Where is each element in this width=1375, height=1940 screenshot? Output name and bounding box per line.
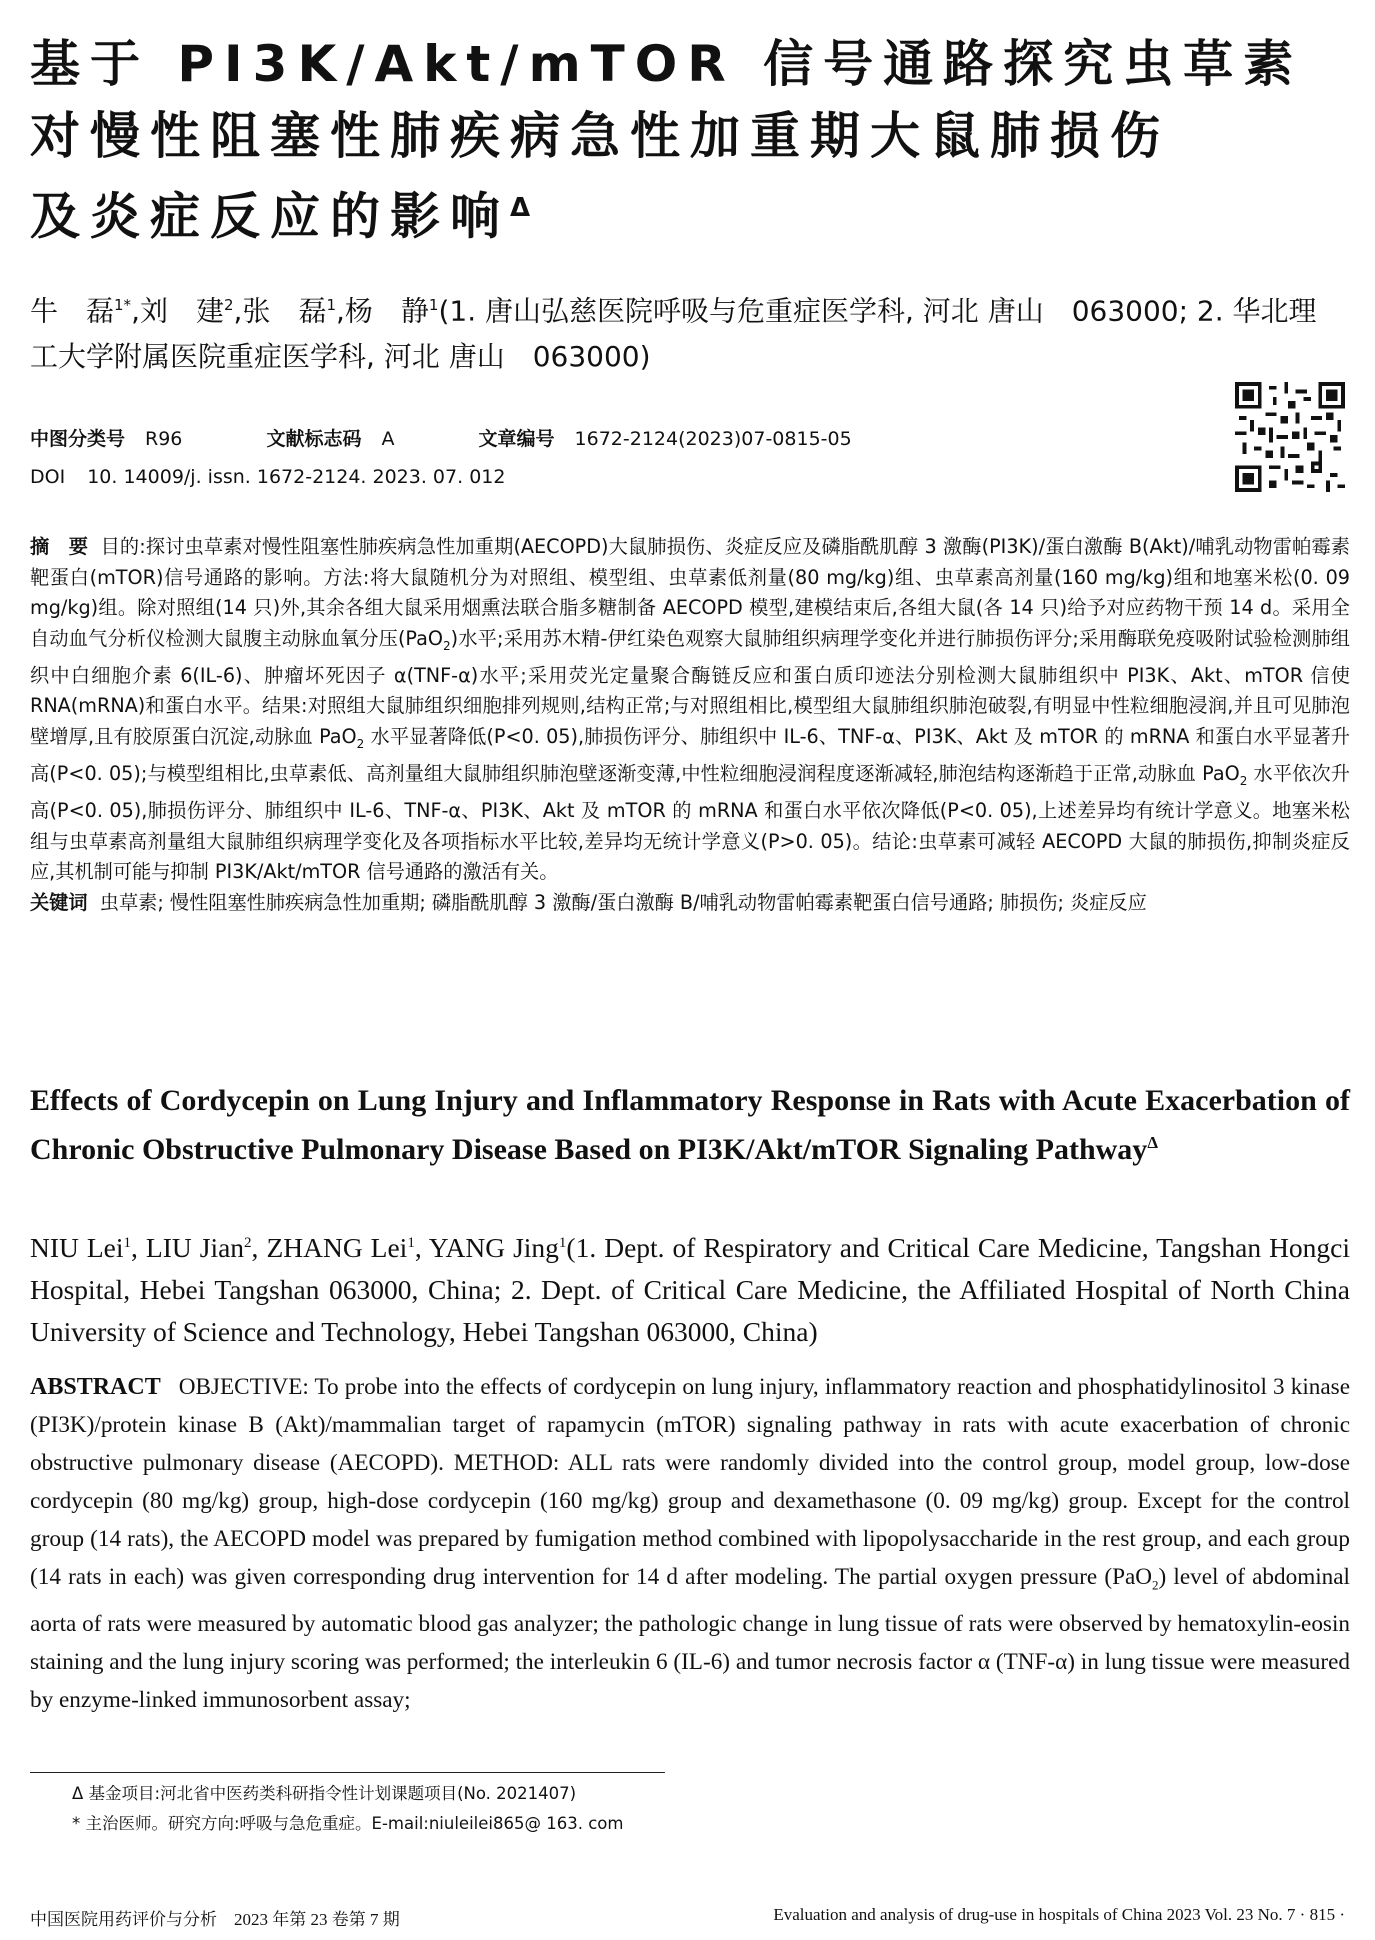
cn-abstract-body: 摘 要 目的:探讨虫草素对慢性阻塞性肺疾病急性加重期(AECOPD)大鼠肺损伤、炎症反应及磷脂酰肌醇 3 激酶(PI3K)/蛋白激酶 B(Akt)/哺乳动物雷帕霉素靶蛋白(mTOR)信号通路的影响。方法:将大鼠随机分为对照组、模型组、虫草素低剂量(80 mg/kg)组、虫草素高剂量(160 mg/kg)组和地塞米松(0. 09 mg/kg)组。除对照组(14 只)外,其余各组大鼠采用烟熏法联合脂多糖制备 AECOPD 模型,建模结束后,各组大鼠(各 14 只)给予对应药物干预 14 d。采用全自动血气分析仪检测大鼠腹主动脉血氧分压(PaO$_2$)水平;采用苏木精-伊红染色观察大鼠肺组织病理学变化并进行肺损伤评分;采用酶联免疫吸附试验检测肺组织中白细胞介素 6(IL-6)、肿瘤坏死因子 α(TNF-α)水平;采用荧光定量聚合酶链反应和蛋白质印迹法分别检测大鼠肺组织中 PI3K、Akt、mTOR 信使 RNA(mRNA)和蛋白水平。结果:对照组大鼠肺组织细胞排列规则,结构正常;与对照组相比,模型组大鼠肺组织肺泡破裂,有明显中性粒细胞浸润,并且可见肺泡壁增厚,且有胶原蛋白沉淀,动脉血 PaO$_2$ 水平显著降低(P<0. 05),肺损伤评分、肺组织中 IL-6、TNF-α、PI3K、Akt 及 mTOR 的 mRNA 和蛋白水平显著升高(P<0. 05);与模型组相比,虫草素低、高剂量组大鼠肺组织肺泡壁逐渐变薄,中性粒细胞浸润程度逐渐减轻,肺泡结构逐渐趋于正常,动脉血 PaO$_2$ 水平依次升高(P<0. 05),肺损伤评分、肺组织中 IL-6、TNF-α、PI3K、Akt 及 mTOR 的 mRNA 和蛋白水平依次降低(P<0. 05),上述差异均有统计学意义。地塞米松组与虫草素高剂量组大鼠肺组织病理学变化及各项指标水平比较,差异均无统计学意义(P>0. 05)。结论:虫草素可减轻 AECOPD 大鼠的肺损伤,抑制炎症反应,其机制可能与抑制 PI3K/Akt/mTOR 信号通路的激活有关。 — [30, 535, 1350, 884]
en-abstract: ABSTRACT OBJECTIVE: To probe into the effects of cordycepin on lung injury, inflammatory reaction and phosphatidylinositol 3 kinase (PI3K)/protein kinase B (Akt)/mammalian target of rapamycin (mTOR) signaling pathway in rats with acute exacerbation of chronic obstructive pulmonary disease (AECOPD). METHOD: ALL rats were randomly divided into the control group, model group, low-dose cordycepin (80 mg/kg) group, high-dose cordycepin (160 mg/kg) group and dexamethasone (0. 09 mg/kg) group. Except for the control group (14 rats), the AECOPD model was prepared by fumigation method combined with lipopolysaccharide in the rest group, and each group (14 rats in each) was given corresponding drug intervention for 14 d after modeling. The partial oxygen pressure (PaO$_2$) level of abdominal aorta of rats were measured by automatic blood gas analyzer; the pathologic change in lung tissue of rats were observed by hematoxylin-eosin staining and the lung injury scoring was performed; the interleukin 6 (IL-6) and tumor necrosis factor α (TNF-α) in lung tissue were measured by enzyme-linked immunosorbent assay; — [30, 1374, 1350, 1713]
cn-author: 刘 建 — [139, 294, 224, 328]
en-title-fund-mark: Δ — [1147, 1133, 1158, 1152]
cn-keywords: 关键词 虫草素; 慢性阻塞性肺疾病急性加重期; 磷脂酰肌醇 3 激酶/蛋白激酶 B/哺乳动物雷帕霉素靶蛋白信号通路; 肺损伤; 炎症反应 — [30, 890, 1147, 914]
cn-authors: 牛 磊$^{1*}$,刘 建$^2$,张 磊$^1$,杨 静$^1$(1. 唐山弘慈医院呼吸与危重症医学科, 河北 唐山 063000; 2. 华北理 工大学附属医院重症医学科, 河北 唐山 063000) — [30, 294, 1317, 374]
running-footer-left: 中国医院用药评价与分析 2023 年第 23 卷第 7 期 — [30, 1910, 400, 1929]
en-affiliation: (1. Dept. of Respiratory and Critical Care Medicine, Tangshan Hongci Hospital, Hebei Tangshan 063000, China; 2. Dept. of Critical Care Medicine, the Affiliated Hospital of North China University of Science and Technology, Hebei Tangshan 063000, China) — [30, 1232, 1351, 1348]
cn-title-line-1: 基于 PI3K/Akt/mTOR 信号通路探究虫草素 — [30, 35, 1304, 93]
cn-abstract-label: 摘 要 — [30, 535, 89, 558]
qr-code-image — [1235, 382, 1345, 492]
article-meta: 中图分类号 R96 文献标志码 A 文章编号 1672-2124(2023)07-0815-05 DOI 10. 14009/j. issn. 1672-2124. 2023. 07. 012 — [30, 428, 852, 488]
cn-author: 牛 磊 — [30, 294, 115, 328]
footnote-divider — [30, 1772, 665, 1773]
en-author: LIU Jian — [145, 1232, 245, 1264]
cn-title-line-3: 及炎症反应的影响$^\Delta$ — [30, 187, 531, 246]
cn-author: 张 磊 — [242, 294, 327, 328]
doi: 10. 14009/j. issn. 1672-2124. 2023. 07. 012 — [87, 466, 506, 488]
clc-number: R96 — [145, 428, 183, 450]
footnote-fund: Δ 基金项目:河北省中医药类科研指令性计划课题项目(No. 2021407) — [72, 1784, 577, 1803]
en-title: Effects of Cordycepin on Lung Injury and Inflammatory Response in Rats with Acute Exacerbation of Chronic Obstructive Pulmonary Disease Based on PI3K/Akt/mTOR Signaling Pathway$^\Delta$ — [30, 1084, 1350, 1166]
cn-affiliation: (1. 唐山弘慈医院呼吸与危重症医学科, 河北 唐山 063000; 2. 华北理 — [438, 294, 1317, 328]
cn-abstract — [30, 532, 1350, 918]
cn-title — [30, 28, 1350, 253]
cn-affiliation-cont: 工大学附属医院重症医学科, 河北 唐山 063000) — [30, 340, 651, 374]
document-code: A — [381, 428, 395, 450]
footnote-corresponding: * 主治医师。研究方向:呼吸与急危重症。E-mail:niuleilei865@ 163. com — [72, 1814, 624, 1833]
cn-title-line-2: 对慢性阻塞性肺疾病急性加重期大鼠肺损伤 — [30, 107, 1170, 165]
running-footer-right: Evaluation and analysis of drug-use in hospitals of China 2023 Vol. 23 No. 7 · 815 · — [773, 1905, 1345, 1924]
cn-author: 杨 静 — [344, 294, 429, 328]
en-author: NIU Lei — [30, 1232, 124, 1264]
en-author: YANG Jing — [428, 1232, 559, 1264]
cn-title-fund-mark: Δ — [510, 193, 531, 223]
en-abstract-label: ABSTRACT — [30, 1374, 161, 1400]
cn-keywords-label: 关键词 — [30, 890, 88, 914]
en-author: ZHANG Lei — [266, 1232, 408, 1264]
en-authors: NIU Lei$^1$, LIU Jian$^2$, ZHANG Lei$^1$, YANG Jing$^1$(1. Dept. of Respiratory and Critical Care Medicine, Tangshan Hongci Hospital, Hebei Tangshan 063000, China; 2. Dept. of Critical Care Medicine, the Affiliated Hospital of North China University of Science and Technology, Hebei Tangshan 063000, China) — [30, 1232, 1351, 1348]
article-number: 1672-2124(2023)07-0815-05 — [574, 428, 852, 450]
